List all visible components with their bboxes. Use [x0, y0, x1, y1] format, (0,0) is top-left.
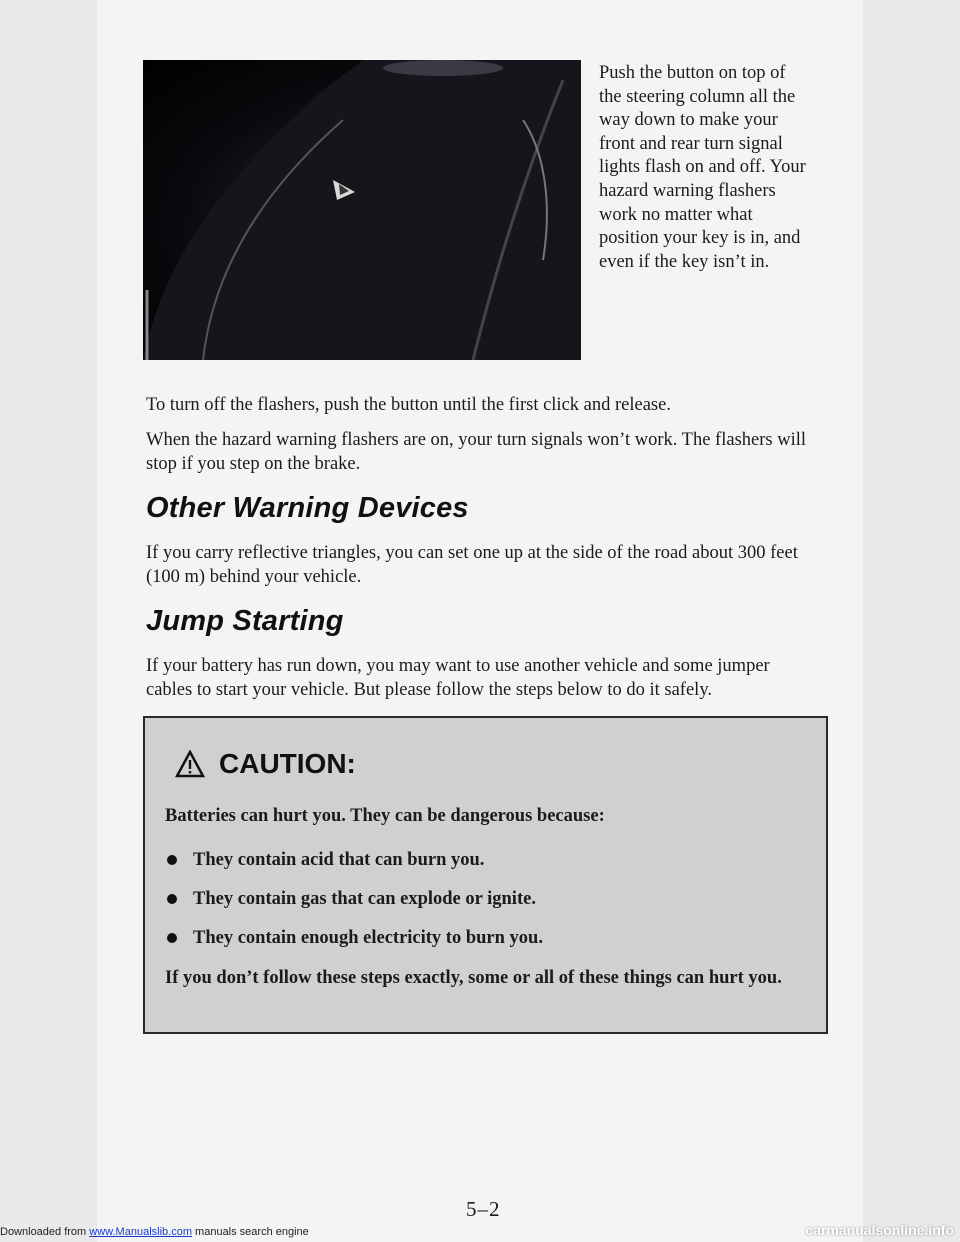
paragraph-reflective-triangles: If you carry reflective triangles, you can set one up at the side of the road about 300 feet (100 m) behind your vehicle. [146, 543, 798, 587]
steering-column-illustration [143, 60, 581, 360]
download-footer: Downloaded from www.Manualslib.com manuals search engine [0, 1226, 309, 1238]
warning-triangle-icon [175, 750, 205, 778]
caution-list-item: They contain gas that can explode or ignite. [167, 887, 543, 926]
paragraph-turn-off: To turn off the flashers, push the button until the first click and release. [146, 395, 671, 415]
bullet-icon [167, 894, 177, 904]
caution-outro: If you don’t follow these steps exactly, some or all of these things can hurt you. [165, 968, 782, 988]
heading-jump-starting: Jump Starting [146, 605, 344, 637]
heading-other-warning-devices: Other Warning Devices [146, 492, 469, 524]
watermark: carmanualsonline.info [805, 1222, 954, 1238]
bullet-icon [167, 933, 177, 943]
page-number: 5–2 [466, 1197, 501, 1221]
paragraph-flashers-on: When the hazard warning flashers are on, your turn signals won’t work. The flashers will stop if you step on the brake. [146, 430, 806, 474]
bullet-icon [167, 855, 177, 865]
caution-box [143, 716, 828, 1034]
caution-title-text: CAUTION: [219, 748, 356, 779]
side-paragraph: Push the button on top of the steering column all the way down to make your front and rear turn signal lights flash on and off. Your hazard warning flashers work no matter what position your key is in, and even if the key isn’t in. [599, 63, 806, 272]
caution-list-item: They contain enough electricity to burn you. [167, 926, 543, 965]
caution-intro: Batteries can hurt you. They can be dangerous because: [165, 806, 605, 826]
caution-list [167, 848, 543, 965]
hazard-button-photo [143, 60, 581, 360]
manualslib-link[interactable]: www.Manualslib.com [89, 1226, 192, 1238]
paragraph-jump-starting: If your battery has run down, you may want to use another vehicle and some jumper cables to start your vehicle. But please follow the steps below to do it safely. [146, 656, 770, 700]
caution-title [175, 748, 356, 780]
caution-list-item: They contain acid that can burn you. [167, 848, 543, 887]
